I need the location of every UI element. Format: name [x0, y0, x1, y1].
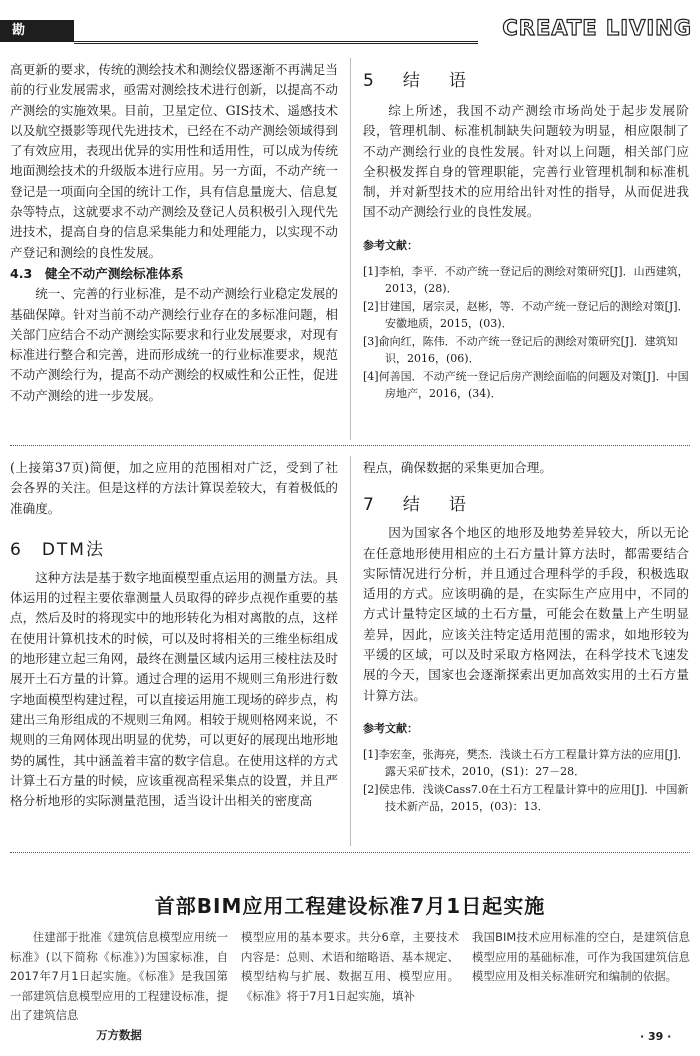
- column-divider: [350, 58, 351, 440]
- paragraph: 综上所述，我国不动产测绘市场尚处于起步发展阶段，管理机制、标准机制缺失问题较为明显，相应限制了不动产测绘行业的良性发展。针对以上问题，相关部门应全积极发挥自身的管理职能，完善行业管理机制和标准机制，并对新型技术的应用给出针对性的指导，从而促进我国不动产测绘行业的良性发展。: [363, 103, 689, 220]
- references-title: 参考文献：: [363, 721, 418, 735]
- section-heading: 6 DTM法: [10, 539, 105, 560]
- section-heading: 5 结 语: [363, 71, 472, 91]
- news-column-2: [241, 928, 459, 1006]
- news-text: 我国BIM技术应用标准的空白，是建筑信息模型应用的基础标准，可作为我国建筑信息模型应用及相关标准研究和编制的依据。: [472, 930, 690, 983]
- column-divider: [350, 456, 351, 846]
- paragraph: 因为国家各个地区的地形及地势差异较大，所以无论在任意地形使用相应的土石方量计算方法时，都需要结合实际情况进行分析，并且通过合理科学的手段，积极选取适用的方式。应该明确的是，在实际生产应用中，不同的方式计量特定区域的土石方量，可能会在数量上产生明显差异，因此，应该关注特定适用范围的需求，如地形较为平缓的区域，可以及时采取方格网法，在科学技术飞速发展的今天，国家也会逐渐探索出更加高效实用的土石方量计算方法。: [363, 525, 689, 703]
- source-watermark: 万方数据: [10, 1026, 228, 1046]
- reference-list: [363, 263, 689, 402]
- reference-item: [1]李宏奎，张海亮，樊杰．浅谈土石方工程量计算方法的应用[J]．露天采矿技术，2010，(S1)：27－28．: [363, 747, 689, 778]
- reference-item: [1]李柏，李平．不动产统一登记后的测绘对策研究[J]．山西建筑，2013，(28)．: [363, 264, 689, 295]
- news-title: 首部BIM应用工程建设标准7月1日起实施: [154, 894, 546, 918]
- reference-item: [4]何善国．不动产统一登记后房产测绘面临的问题及对策[J]．中国房地产，2016，(34)．: [363, 369, 689, 400]
- news-column-1: [10, 928, 228, 1026]
- references-title: 参考文献：: [363, 238, 418, 252]
- paragraph: 这种方法是基于数字地面模型重点运用的测量方法。具体运用的过程主要依靠测量人员取得的碎步点视作重要的基点，然后及时的将现实中的地形转化为相对离散的点，这样在使用计算机技术的时候，可以及时将相关的三维坐标组成的地形建立起三角网，最终在测量区域内运用三棱柱法及时展开土石方量的计算。通过合理的运用不规则三角形进行数字地面模型构建过程，可以直接运用施工现场的碎步点，构建出三角形组成的不规则三角网。相较于规则格网来说，不规则的三角网体现出明显的优势，可以更好的展现出地形地势的属性，其中涵盖着丰富的数字信息。在使用这样的方式计算土石方量的时候，应该重视高程采集点的设置，并且严格分析地形的实际测量范围，适当设计出相关的密度高: [10, 569, 338, 809]
- paragraph: 高更新的要求，传统的测绘技术和测绘仪器逐渐不再满足当前的行业发展需求，亟需对测绘技术进行创新，以提高不动产测绘的实施效果。目前，卫星定位、GIS技术、遥感技术以及航空摄影等现代先进技术，已经在不动产测绘领域得到了有效应用，表现出优异的实用性和适用性，可以成为传统地面测绘技术的升级版本进行应用。另一方面，不动产统一登记是一项面向全国的统计工作，具有信息量庞大、信息复杂等特点，这就要求不动产测绘及登记人员积极引入现代先进技术，提高自身的信息采集能力和处理能力，以实现不动产登记和测绘的良性发展。: [10, 62, 338, 260]
- section-tab: 勘 测: [0, 20, 74, 42]
- news-column-3: [472, 928, 690, 987]
- middle-left-column: [10, 458, 338, 811]
- subsection-heading: 4.3 健全不动产测绘标准体系: [10, 265, 184, 281]
- section-heading: 7 结 语: [363, 495, 472, 516]
- page-number: · 39 ·: [640, 1030, 672, 1043]
- news-text: 模型应用的基本要求。共分6章，主要技术内容是：总则、术语和缩略语、基本规定、模型结构与扩展、数据互用、模型应用。《标准》将于7月1日起实施，填补: [241, 930, 459, 1003]
- magazine-logo: CREATE LIVING: [502, 16, 692, 40]
- continued-paragraph: 程点，确保数据的采集更加合理。: [363, 460, 552, 475]
- top-right-column: [363, 66, 689, 403]
- middle-right-column: [363, 458, 689, 816]
- header-rule: [74, 41, 478, 44]
- reference-item: [3]俞向红，陈伟．不动产统一登记后的测绘对策研究[J]．建筑知识，2016，(06)．: [363, 334, 678, 365]
- paragraph: 统一、完善的行业标准，是不动产测绘行业稳定发展的基础保障。针对当前不动产测绘行业存在的多标准问题，相关部门应结合不动产测绘实际要求和行业发展要求，对现有标准进行整合和完善，进而形成统一的行业标准要求，规范不动产测绘行为，提高不动产测绘的权威性和公正性，促进不动产测绘的进一步发展。: [10, 286, 338, 403]
- section-divider: [10, 445, 690, 446]
- reference-item: [2]侯忠伟．浅谈Cass7.0在土石方工程量计算中的应用[J]．中国新技术新产品，2015，(03)：13．: [363, 782, 689, 813]
- continued-paragraph: (上接第37页)简便，加之应用的范围相对广泛，受到了社会各界的关注。但是这样的方法计算误差较大，有着极低的准确度。: [10, 460, 338, 516]
- top-left-column: [10, 60, 338, 406]
- news-text: 住建部于批准《建筑信息模型应用统一标准》(以下简称《标准》)为国家标准，自2017年7月1日起实施。《标准》是我国第一部建筑信息模型应用的工程建设标准，提出了建筑信息: [10, 930, 228, 1022]
- section-divider: [10, 852, 690, 853]
- reference-item: [2]甘建国，屠宗灵，赵彬，等．不动产统一登记后的测绘对策[J]．安徽地质，2015，(03)．: [363, 299, 689, 330]
- reference-list: [363, 746, 689, 815]
